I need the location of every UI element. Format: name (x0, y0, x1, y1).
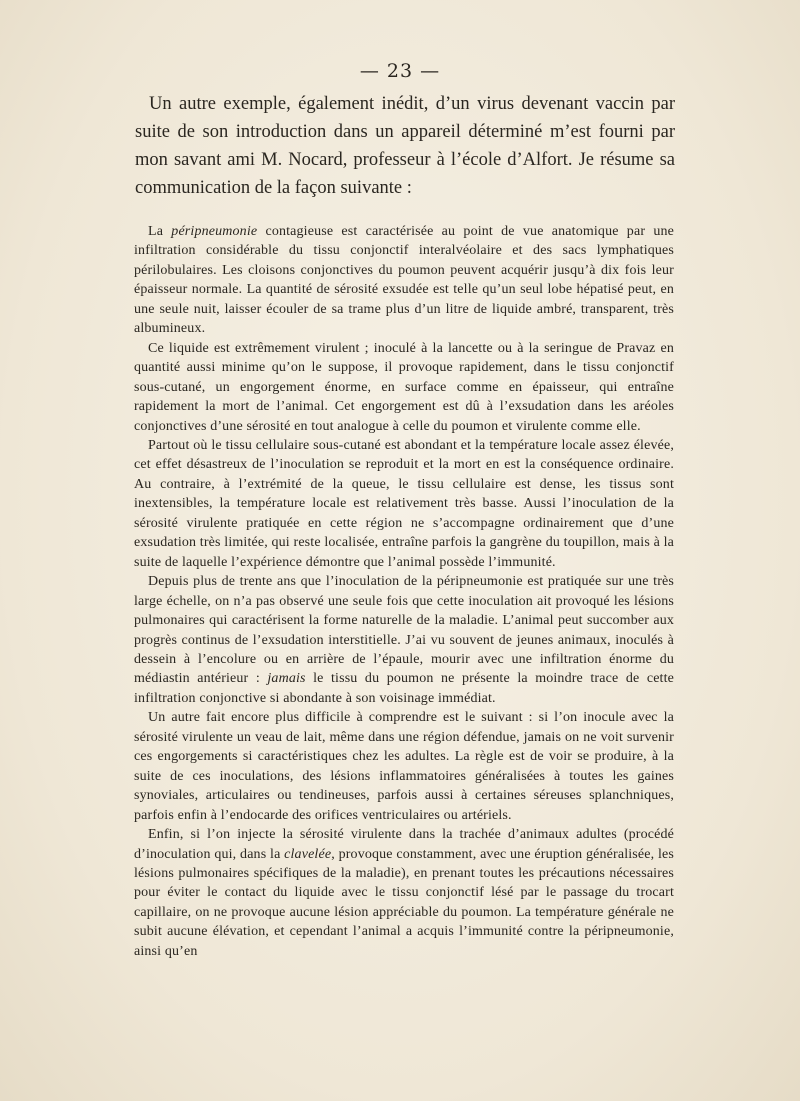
intro-paragraph-block (135, 90, 675, 202)
paragraph-1-start: La (148, 224, 172, 239)
term-jamais: jamais (267, 671, 306, 687)
paragraph-1-rest: contagieuse est caractérisée au point de vue anatomique par une infiltration considérable du tissu conjonctif interalvéolaire et des sacs lymphatiques périlobulaires. Les cloisons conjonctives du poumon peuvent acquérir jusqu’à dix fois leur épaisseur normale. La quantité de sérosité exsudée est telle qu’un seul lobe hépatisé peut, en une seule nuit, laisser écouler de sa trame plus d’un litre de liquide ambré, transparent, très albumineux. (134, 224, 675, 337)
paragraph-2: Ce liquide est extrêmement virulent ; inoculé à la lancette ou à la seringue de Pravaz en quantité aussi minime qu’on le suppose, il provoque rapidement, dans le tissu conjonctif sous-cutané, un engorgement énorme, en surface comme en épaisseur, qui entraîne rapidement la mort de l’animal. Cet engorgement est dû à l’exsudation dans les aréoles conjonctives d’une sérosité en tout analogue à celle du poumon et virulente comme elle. (134, 340, 674, 434)
term-clavelee: clavelée (284, 846, 332, 862)
paragraph-4 (134, 572, 674, 708)
paragraph-6-rest: , provoque constamment, avec une éruption généralisée, les lésions pulmonaires spécifiques de la maladie), en prenant toutes les précautions nécessaires pour éviter le contact du liquide avec le tissu conjonctif lésé par le passage du trocart capillaire, on ne provoque aucune lésion appréciable du poumon. La température générale ne subit aucune élévation, et cependant l’animal a acquis l’immunité contre la péripneumonie, ainsi qu’en (134, 846, 674, 959)
paragraph-3: Partout où le tissu cellulaire sous-cutané est abondant et la température locale assez élevée, cet effet désastreux de l’inoculation se reproduit et la mort en est la conséquence ordinaire. Au contraire, à l’extrémité de la queue, le tissu cellulaire est dense, les tissus sont inextensibles, la température locale est relativement très basse. Aussi l’inoculation de la sérosité virulente pratiquée en cette région ne s’accompagne ordinairement que d’une exsudation très limitée, qui reste localisée, entraîne parfois la gangrène du toupillon, mais à la suite de laquelle l’expérience démontre que l’animal possède l’immunité. (134, 437, 674, 570)
quoted-communication (134, 222, 674, 961)
paragraph-1 (134, 222, 674, 339)
paragraph-4-rest: le tissu du poumon ne présente la moindre trace de cette infiltration conjonctive si abondante à son voisinage immédiat. (134, 671, 674, 706)
paragraph-6-start: Enfin, si l’on injecte la sérosité virulente dans la trachée d’animaux adultes (procédé d’inoculation qui, dans la (134, 827, 674, 862)
paragraph-6 (134, 825, 674, 961)
intro-paragraph: Un autre exemple, également inédit, d’un virus devenant vaccin par suite de son introduction dans un appareil déterminé m’est fourni par mon savant ami M. Nocard, professeur à l’école d’Alfort. Je résume sa communication de la façon suivante : (135, 94, 675, 198)
paragraph-5: Un autre fait encore plus difficile à comprendre est le suivant : si l’on inocule avec la sérosité virulente un veau de lait, même dans une région défendue, jamais on ne voit survenir ces engorgements si caractéristiques chez les adultes. La règle est de voir se produire, à la suite de ces inoculations, des lésions inflammatoires généralisées à toutes les gaines synoviales, articulaires ou tendineuses, parfois aussi à certaines séreuses splanchniques, parfois enfin à l’endocarde des orifices ventriculaires ou artériels. (134, 710, 674, 823)
paragraph-4-start: Depuis plus de trente ans que l’inoculation de la péripneumonie est pratiquée sur une très large échelle, on n’a pas observé une seule fois que cette inoculation ait provoqué les lésions pulmonaires qui caractérisent la forme naturelle de la maladie. L’animal peut succomber aux progrès continus de l’exsudation interstitielle. J’ai vu souvent de jeunes animaux, inoculés à dessein à l’encolure ou en arrière de l’épaule, mourir avec une infiltration énorme du médiastin antérieur : (134, 574, 674, 687)
term-peripneumonie: péripneumonie (171, 224, 258, 239)
page-number: — 23 — (359, 60, 441, 82)
